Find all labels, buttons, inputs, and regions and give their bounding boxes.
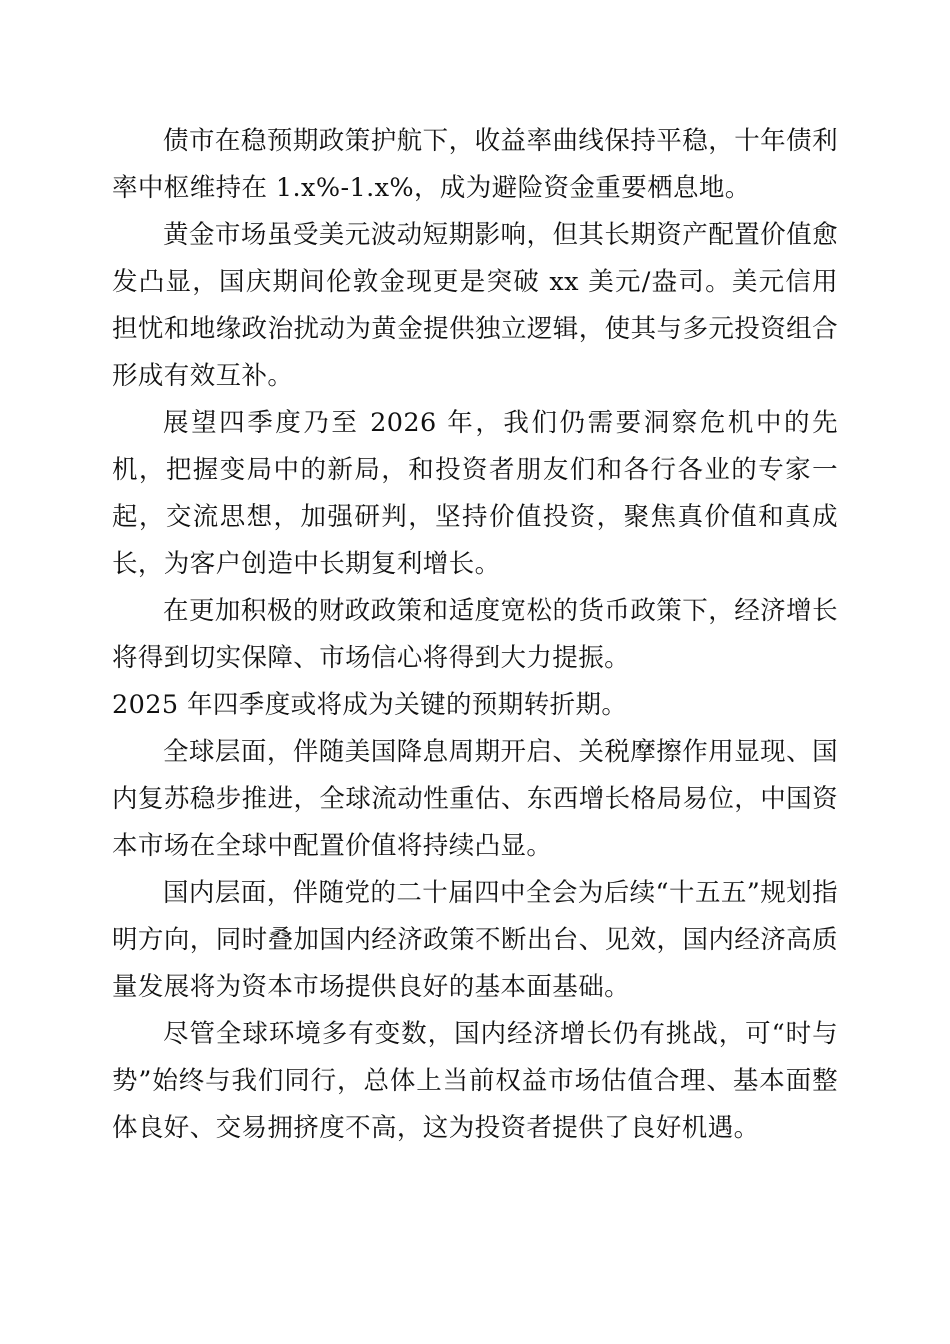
paragraph-turning-point: 2025 年四季度或将成为关键的预期转折期。	[112, 690, 628, 720]
paragraph-domestic-level: 国内层面，伴随党的二十届四中全会为后续“十五五”规划指明方向，同时叠加国内经济政策不断出台、见效，国内经济高质量发展将为资本市场提供良好的基本面基础。	[112, 878, 838, 1002]
paragraph-conclusion-opportunity: 尽管全球环境多有变数，国内经济增长仍有挑战，可“时与势”始终与我们同行，总体上当前权益市场估值合理、基本面整体良好、交易拥挤度不高，这为投资者提供了良好机遇。	[112, 1019, 838, 1143]
paragraph-fiscal-monetary-policy: 在更加积极的财政政策和适度宽松的货币政策下，经济增长将得到切实保障、市场信心将得到大力提振。	[112, 596, 838, 673]
paragraph-gold-market: 黄金市场虽受美元波动短期影响，但其长期资产配置价值愈发凸显，国庆期间伦敦金现更是突破 xx 美元/盎司。美元信用担忧和地缘政治扰动为黄金提供独立逻辑，使其与多元投资组合形成有效互补。	[112, 220, 838, 391]
paragraph-outlook-2026: 展望四季度乃至 2026 年，我们仍需要洞察危机中的先机，把握变局中的新局，和投资者朋友们和各行各业的专家一起，交流思想，加强研判，坚持价值投资，聚焦真价值和真成长，为客户创造中长期复利增长。	[112, 408, 838, 579]
paragraph-bond-market: 债市在稳预期政策护航下，收益率曲线保持平稳，十年债利率中枢维持在 1.x%-1.x%，成为避险资金重要栖息地。	[112, 126, 838, 203]
document-body	[112, 118, 838, 1152]
paragraph-global-level: 全球层面，伴随美国降息周期开启、关税摩擦作用显现、国内复苏稳步推进，全球流动性重估、东西增长格局易位，中国资本市场在全球中配置价值将持续凸显。	[112, 737, 838, 861]
